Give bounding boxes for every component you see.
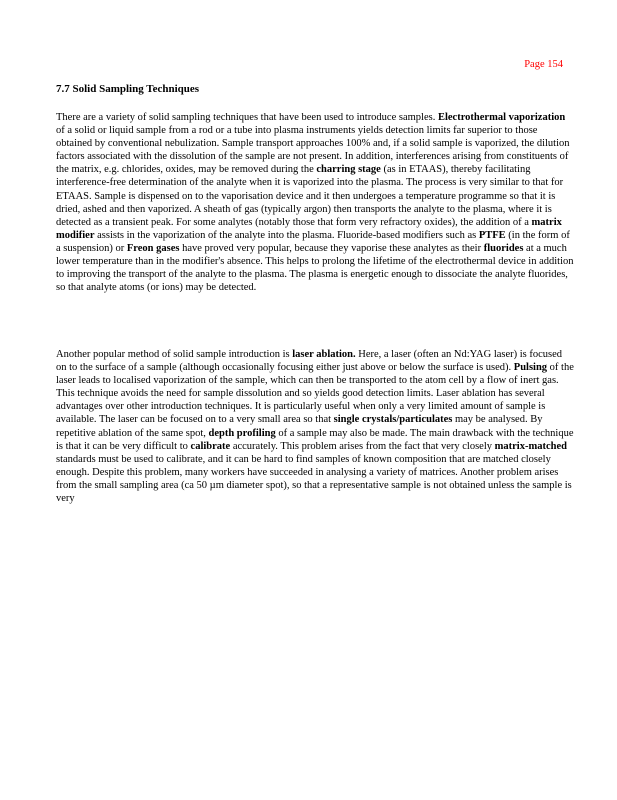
text-run: of a solid or liquid sample from a rod or a tube into plasma instruments yields detection limits far superior to those obtained by conventional nebulization. Sample transport approaches 100% and, if a solid sample is vaporized, the dilution factors associated with the dissolution of the sample are not present. In addition, interferences arising from constituents of the matrix, e.g. chlorides, oxides, may be removed during the [56, 125, 570, 176]
bold-term: matrix modifier [56, 216, 562, 241]
bold-term: matrix-matched [494, 440, 567, 452]
bold-term: fluorides [483, 242, 524, 254]
text-run: of a sample may also be made. The main drawback with the technique is that it can be very difficult to [56, 427, 574, 452]
bold-term: Pulsing [513, 362, 548, 374]
text-run: have proved very popular, because they vaporise these analytes as their [179, 242, 484, 254]
text-run: accurately. This problem arises from the fact that very closely [230, 440, 495, 452]
bold-term: depth profiling [208, 427, 276, 439]
text-run: of the laser leads to localised vaporization of the sample, which can then be transported to the atom cell by a flow of inert gas. This technique avoids the need for sample dissolution and so yields good detection limits. Laser ablation has several advantages over other introduction techniques. It is particularly useful when only a very limited amount of sample is available. The laser can be focused on to a very small area so that [56, 362, 574, 426]
bold-term: Freon gases [126, 242, 180, 254]
paragraph-electrothermal-vaporization [56, 111, 575, 294]
text-run: standards must be used to calibrate, and it can be hard to find samples of known composition that are matched closely enough. Despite this problem, many workers have succeeded in analysing a variety of matrices. Another problem arises from the small sampling area (ca 50 µm diameter spot), so that a representative sample is not obtained unless the sample is very [56, 453, 572, 505]
text-run: at a much lower temperature than in the modifier's absence. This helps to prolong the lifetime of the electrothermal device in addition to improving the transport of the analyte to the plasma. The plasma is energetic enough to dissociate the analyte fluorides, so that analyte atoms (or ions) may be detected. [56, 242, 574, 294]
page-number: Page 154 [524, 59, 563, 70]
text-run: (in the form of a suspension) or [56, 229, 570, 254]
text-run: (as in ETAAS), thereby facilitating interference-free determination of the analyte when it is vaporized into the plasma. The process is very similar to that for ETAAS. Sample is dispensed on to the vaporisation device and it then undergoes a temperature programme so that it is dried, ashed and then vaporized. A sheath of gas (typically argon) then transports the analyte to the plasma, where it is detected as a transient peak. For some analytes (notably those that form very refractory oxides), the addition of a [56, 164, 564, 228]
text-run: may be analysed. By repetitive ablation of the same spot, [56, 414, 543, 439]
bold-term: PTFE [478, 229, 506, 241]
bold-term: single crystals/particulates [333, 414, 453, 426]
text-run: Here, a laser (often an Nd:YAG laser) is focused on to the surface of a sample (although occasionally focusing either just above or below the surface is used). [56, 349, 563, 374]
bold-term: Electrothermal vaporization [437, 112, 566, 123]
text-run: assists in the vaporization of the analyte into the plasma. Fluoride-based modifiers such as [94, 229, 479, 241]
paragraph-laser-ablation [56, 348, 575, 505]
bold-term: laser ablation. [292, 349, 356, 360]
section-heading: 7.7 Solid Sampling Techniques [56, 83, 200, 95]
text-run: There are a variety of solid sampling techniques that have been used to introduce samples. [56, 112, 438, 123]
text-run: Another popular method of solid sample introduction is [56, 349, 293, 360]
bold-term: calibrate [190, 440, 231, 452]
bold-term: charring stage [316, 164, 381, 176]
